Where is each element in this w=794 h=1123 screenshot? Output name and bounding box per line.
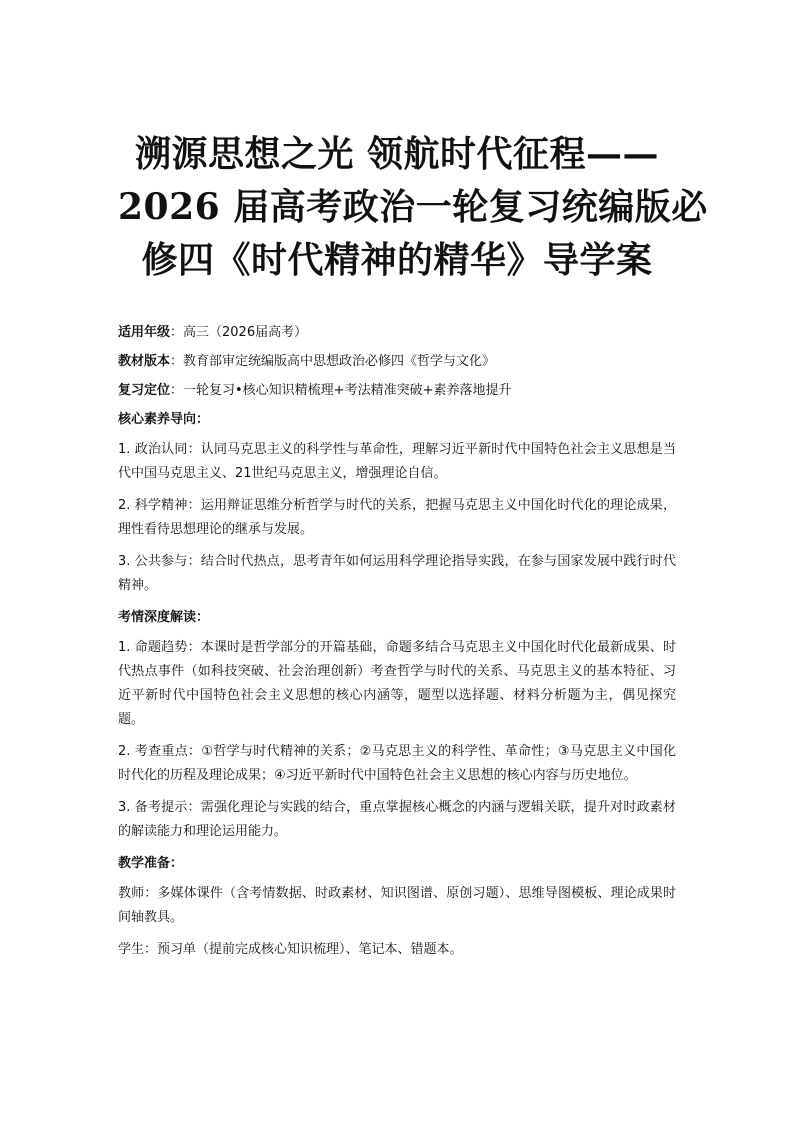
meta-textbook [118,350,676,374]
core-literacy-item-3: 3. 公共参与：结合时代热点，思考青年如何运用科学理论指导实践，在参与国家发展中践行时代精神。 [118,554,676,593]
core-literacy-item-1: 1. 政治认同：认同马克思主义的科学性与革命性，理解习近平新时代中国特色社会主义思想是当代中国马克思主义、21世纪马克思主义，增强理论自信。 [118,442,676,481]
meta-grade [118,321,676,345]
meta-textbook-label: 教材版本 [118,354,171,369]
document-meta [118,321,676,403]
preparation-student: 学生：预习单（提前完成核心知识梳理）、笔记本、错题本。 [118,942,463,957]
preparation-teacher: 教师：多媒体课件（含考情数据、时政素材、知识图谱、原创习题）、思维导图模板、理论成果时间轴教具。 [118,886,676,925]
meta-grade-value: ：高三（2026届高考） [170,325,308,340]
title-line-2: 2026 届高考政治一轮复习统编版必 [118,186,708,228]
preparation-heading: 教学准备： [118,856,184,871]
exam-analysis-item-1: 1. 命题趋势：本课时是哲学部分的开篇基础，命题多结合马克思主义中国化时代化最新成果、时代热点事件（如科技突破、社会治理创新）考查哲学与时代的关系、马克思主义的基本特征、习近平新时代中国特色社会主义思想的核心内涵等，题型以选择题、材料分析题为主，偶见探究题。 [118,640,676,727]
meta-positioning-value: ：一轮复习•核心知识精梳理+考法精准突破+素养落地提升 [170,383,512,398]
core-literacy-item-2: 2. 科学精神：运用辩证思维分析哲学与时代的关系，把握马克思主义中国化时代化的理论成果，理性看待思想理论的继承与发展。 [118,498,676,537]
title-line-1: 溯源思想之光 领航时代征程—— [134,133,660,175]
meta-positioning-label: 复习定位 [118,383,171,398]
meta-grade-label: 适用年级 [118,325,171,340]
exam-analysis-item-3: 3. 备考提示：需强化理论与实践的结合，重点掌握核心概念的内涵与逻辑关联，提升对时政素材的解读能力和理论运用能力。 [118,800,676,839]
document-title [118,128,708,287]
meta-positioning [118,379,676,403]
meta-textbook-value: ：教育部审定统编版高中思想政治必修四《哲学与文化》 [170,354,496,369]
title-line-3: 修四《时代精神的精华》导学案 [141,239,653,281]
exam-analysis-item-2: 2. 考查重点：①哲学与时代精神的关系；②马克思主义的科学性、革命性；③马克思主义中国化时代化的历程及理论成果；④习近平新时代中国特色社会主义思想的核心内容与历史地位。 [118,744,676,783]
core-literacy-heading: 核心素养导向： [118,412,210,427]
exam-analysis-heading: 考情深度解读： [118,610,210,625]
